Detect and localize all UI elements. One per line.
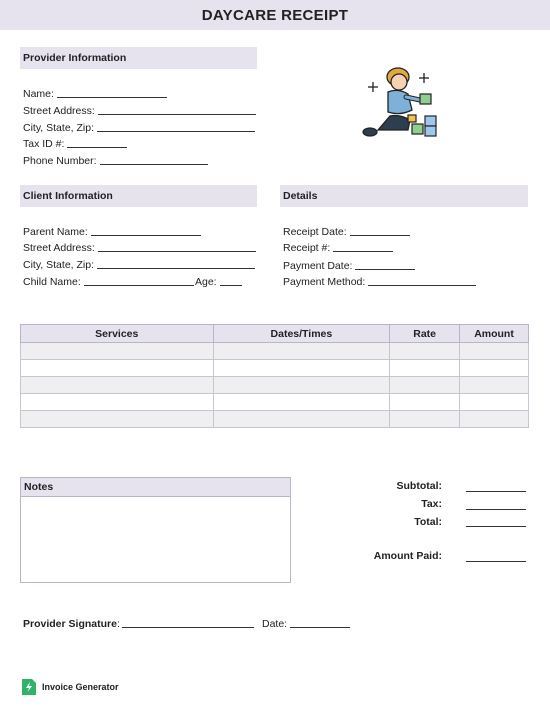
payment-method-label: Payment Method: bbox=[283, 276, 366, 288]
table-row bbox=[21, 343, 529, 360]
amount-paid-line[interactable] bbox=[466, 560, 526, 562]
age-field[interactable] bbox=[195, 276, 242, 288]
rate-column-header: Rate bbox=[390, 325, 460, 343]
dates-times-cell[interactable] bbox=[213, 377, 390, 394]
services-cell[interactable] bbox=[21, 394, 214, 411]
provider-name-label: Name: bbox=[23, 88, 54, 100]
notes-header bbox=[21, 478, 290, 497]
amount-cell[interactable] bbox=[460, 343, 529, 360]
provider-taxid-field[interactable] bbox=[23, 138, 127, 150]
table-row bbox=[21, 377, 529, 394]
notes-heading: Notes bbox=[24, 481, 54, 493]
child-playing-blocks-icon bbox=[360, 64, 442, 144]
child-name-label: Child Name: bbox=[23, 276, 81, 288]
amount-paid-label: Amount Paid: bbox=[373, 550, 442, 562]
client-street-label: Street Address: bbox=[23, 242, 95, 254]
subtotal-label: Subtotal: bbox=[396, 480, 442, 492]
page-title-text: DAYCARE RECEIPT bbox=[201, 6, 349, 24]
table-row bbox=[21, 360, 529, 377]
amount-cell[interactable] bbox=[460, 377, 529, 394]
receipt-number-field[interactable] bbox=[283, 242, 393, 254]
dates-times-cell[interactable] bbox=[213, 394, 390, 411]
client-heading: Client Information bbox=[23, 190, 113, 202]
services-table bbox=[20, 324, 529, 428]
tax-label: Tax: bbox=[421, 498, 442, 510]
table-row bbox=[21, 394, 529, 411]
brand-bolt-icon bbox=[22, 679, 36, 695]
provider-name-field[interactable] bbox=[23, 88, 167, 100]
signature-date-label: Date: bbox=[262, 618, 288, 630]
dates-times-cell[interactable] bbox=[213, 360, 390, 377]
provider-section-header bbox=[20, 47, 257, 69]
provider-signature-field[interactable] bbox=[23, 618, 254, 630]
receipt-date-label: Receipt Date: bbox=[283, 226, 347, 238]
services-cell[interactable] bbox=[21, 343, 214, 360]
details-section-header bbox=[280, 185, 528, 207]
receipt-date-field[interactable] bbox=[283, 226, 410, 238]
services-cell[interactable] bbox=[21, 411, 214, 428]
services-cell[interactable] bbox=[21, 377, 214, 394]
payment-date-field[interactable] bbox=[283, 260, 415, 272]
services-column-header: Services bbox=[21, 325, 214, 343]
rate-cell[interactable] bbox=[390, 411, 460, 428]
dates-times-cell[interactable] bbox=[213, 343, 390, 360]
provider-phone-field[interactable] bbox=[23, 155, 208, 167]
client-city-field[interactable] bbox=[23, 259, 255, 271]
total-label: Total: bbox=[414, 516, 442, 528]
provider-taxid-label: Tax ID #: bbox=[23, 138, 65, 150]
dates-times-cell[interactable] bbox=[213, 411, 390, 428]
payment-date-label: Payment Date: bbox=[283, 260, 353, 272]
provider-street-field[interactable] bbox=[23, 105, 256, 117]
dates-times-column-header: Dates/Times bbox=[213, 325, 390, 343]
services-cell[interactable] bbox=[21, 360, 214, 377]
amount-cell[interactable] bbox=[460, 394, 529, 411]
services-table-header-row bbox=[21, 325, 529, 343]
rate-cell[interactable] bbox=[390, 343, 460, 360]
brand-name: Invoice Generator bbox=[42, 682, 119, 692]
tax-line[interactable] bbox=[466, 508, 526, 510]
amount-column-header: Amount bbox=[460, 325, 529, 343]
client-city-label: City, State, Zip: bbox=[23, 259, 94, 271]
provider-street-label: Street Address: bbox=[23, 105, 95, 117]
provider-signature-label: Provider Signature bbox=[23, 618, 117, 630]
amount-cell[interactable] bbox=[460, 360, 529, 377]
details-heading: Details bbox=[283, 190, 318, 202]
client-street-field[interactable] bbox=[23, 242, 256, 254]
provider-phone-label: Phone Number: bbox=[23, 155, 97, 167]
payment-method-field[interactable] bbox=[283, 276, 476, 288]
subtotal-line[interactable] bbox=[466, 490, 526, 492]
provider-city-field[interactable] bbox=[23, 122, 255, 134]
signature-date-field[interactable] bbox=[262, 618, 350, 630]
age-label: Age: bbox=[195, 276, 217, 288]
invoice-generator-logo bbox=[22, 679, 119, 695]
table-row bbox=[21, 411, 529, 428]
rate-cell[interactable] bbox=[390, 394, 460, 411]
page-title bbox=[0, 0, 550, 30]
child-name-field[interactable] bbox=[23, 276, 194, 288]
provider-heading: Provider Information bbox=[23, 52, 127, 64]
parent-name-field[interactable] bbox=[23, 226, 201, 238]
provider-city-label: City, State, Zip: bbox=[23, 122, 94, 134]
client-section-header bbox=[20, 185, 257, 207]
provider-signature-colon: : bbox=[116, 618, 120, 630]
total-line[interactable] bbox=[466, 525, 526, 527]
rate-cell[interactable] bbox=[390, 377, 460, 394]
notes-box[interactable] bbox=[20, 477, 291, 583]
parent-name-label: Parent Name: bbox=[23, 226, 88, 238]
receipt-number-label: Receipt #: bbox=[283, 242, 331, 254]
amount-cell[interactable] bbox=[460, 411, 529, 428]
rate-cell[interactable] bbox=[390, 360, 460, 377]
